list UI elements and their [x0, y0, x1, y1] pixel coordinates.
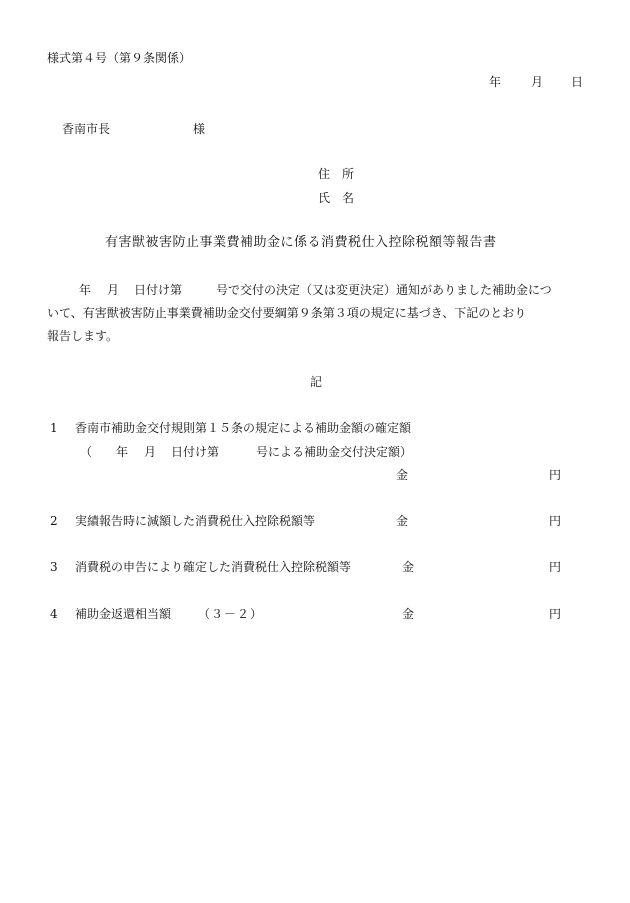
body-day-label: 日付け第: [134, 283, 183, 297]
date-day-label: 日: [571, 75, 584, 89]
item-4-yen: 円: [549, 607, 562, 621]
item-1-sub-year: 年: [116, 445, 129, 459]
item-1-label: 香南市補助金交付規則第１５条の規定による補助金額の確定額: [75, 421, 412, 435]
body-line1-rest: 号で交付の決定（又は変更決定）通知がありました補助金につ: [216, 283, 552, 297]
item-1-number: 1: [50, 421, 58, 435]
addressee-name: 香南市長: [62, 122, 111, 136]
item-2-kin: 金: [396, 514, 409, 528]
item-4-kin: 金: [402, 607, 415, 621]
addressee-honorific: 様: [193, 122, 206, 136]
date-year-label: 年: [489, 75, 502, 89]
body-line3: 報告します。: [47, 329, 119, 343]
item-1-sub-month: 月: [144, 445, 157, 459]
item-2-label: 実績報告時に減額した消費税仕入控除税額等: [75, 514, 316, 528]
item-3-kin: 金: [402, 560, 415, 574]
item-3-number: 3: [50, 560, 58, 574]
item-1-sub-open: （: [80, 445, 93, 459]
form-number: 様式第４号（第９条関係）: [47, 51, 192, 65]
item-3-label: 消費税の申告により確定した消費税仕入控除税額等: [75, 560, 352, 574]
date-month-label: 月: [531, 75, 544, 89]
item-4-label: 補助金返還相当額: [75, 607, 172, 621]
item-1-kin: 金: [396, 468, 409, 482]
item-2-yen: 円: [549, 514, 562, 528]
body-year-label: 年: [79, 283, 92, 297]
item-4-formula: （３－２）: [198, 607, 264, 621]
item-2-number: 2: [50, 514, 58, 528]
item-4-number: 4: [50, 607, 58, 621]
body-line2: いて、有害獣被害防止事業費補助金交付要綱第９条第３項の規定に基づき、下記のとおり: [47, 306, 527, 320]
applicant-address-label: 住 所: [318, 167, 355, 181]
item-1-sub-day: 日付け第: [171, 445, 220, 459]
record-label: 記: [310, 375, 323, 389]
document-title: 有害獣被害防止事業費補助金に係る消費税仕入控除税額等報告書: [105, 235, 497, 250]
item-1-yen: 円: [549, 468, 562, 482]
body-month-label: 月: [107, 283, 120, 297]
item-1-sub-rest: 号による補助金交付決定額）: [256, 445, 413, 459]
item-3-yen: 円: [549, 560, 562, 574]
applicant-name-label: 氏 名: [318, 191, 355, 205]
